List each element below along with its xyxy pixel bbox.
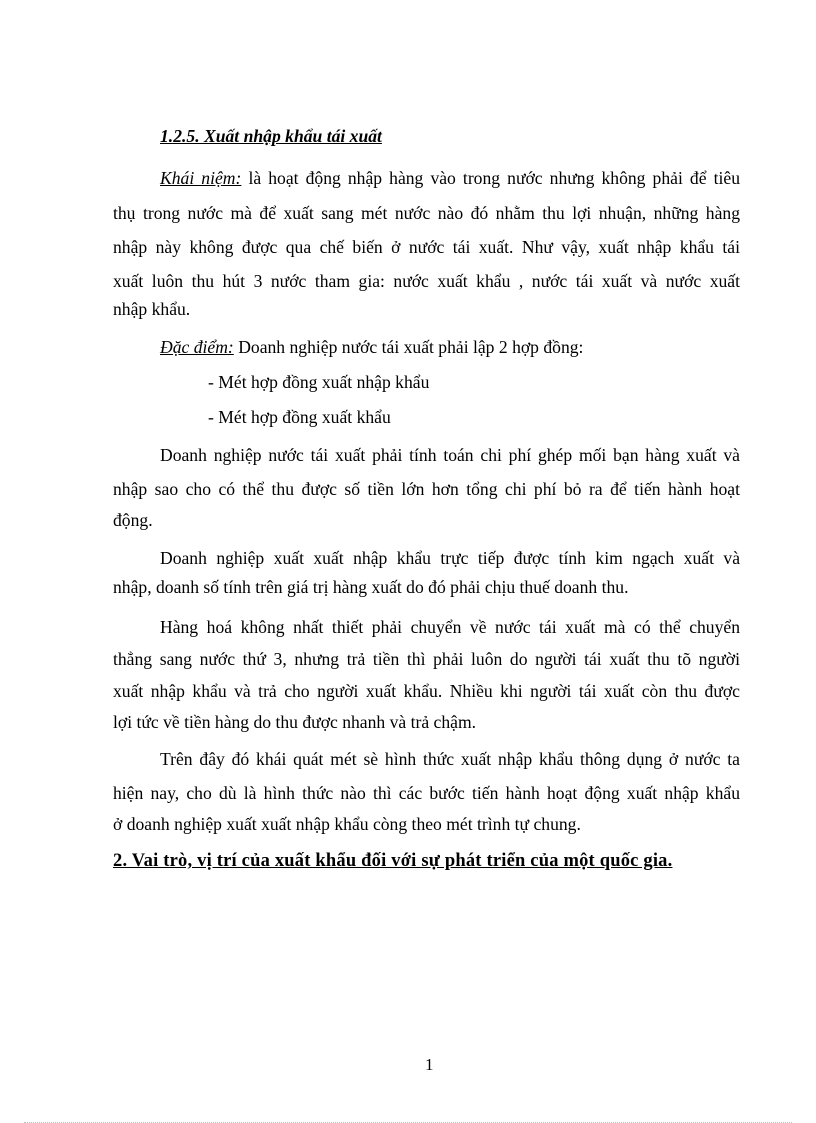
paragraph-line: hiện nay, cho dù là hình thức nào thì các bước tiến hành hoạt động xuất nhập khẩu (113, 783, 740, 803)
paragraph-line: Doanh nghiệp xuất xuất nhập khẩu trực tiếp được tính kim ngạch xuất và (160, 548, 740, 568)
paragraph-line: động. (113, 510, 153, 530)
concept-label: Khái niệm: (160, 168, 242, 188)
bullet-item: - Mét hợp đồng xuất khẩu (208, 407, 391, 427)
concept-line: xuất luôn thu hút 3 nước tham gia: nước xuất khẩu , nước tái xuất và nước xuất (113, 271, 740, 291)
paragraph-line: ở doanh nghiệp xuất xuất nhập khẩu còng theo mét trình tự chung. (113, 814, 581, 834)
paragraph-line: xuất nhập khẩu và trả cho người xuất khẩu. Nhiều khi người tái xuất còn thu được (113, 681, 740, 701)
concept-line: nhập khẩu. (113, 299, 191, 319)
paragraph-line: nhập sao cho có thể thu được số tiền lớn hơn tổng chi phí bỏ ra để tiến hành hoạt (113, 479, 740, 499)
bullet-item: - Mét hợp đồng xuất nhập khẩu (208, 372, 430, 392)
paragraph-line: nhập, doanh số tính trên giá trị hàng xuất do đó phải chịu thuế doanh thu. (113, 577, 629, 597)
paragraph-line: lợi tức về tiền hàng do thu được nhanh và trả chậm. (113, 712, 477, 732)
page-number: 1 (425, 1055, 434, 1074)
features-line: Đặc điểm: Doanh nghiệp nước tái xuất phải lập 2 hợp đồng: (160, 337, 584, 357)
concept-line: Khái niệm: là hoạt động nhập hàng vào trong nước nhưng không phải để tiêu (160, 168, 740, 188)
paragraph-line: Doanh nghiệp nước tái xuất phải tính toán chi phí ghép mối bạn hàng xuất và (160, 445, 740, 465)
features-label: Đặc điểm: (160, 337, 234, 357)
paragraph-line: thẳng sang nước thứ 3, nhưng trả tiền thì phải luôn do người tái xuất thu tõ người (113, 649, 740, 669)
main-heading: 2. Vai trò, vị trí của xuất khẩu đối với sự phát triển của một quốc gia. (113, 851, 673, 871)
paragraph-line: Trên đây đó khái quát mét sè hình thức xuất nhập khẩu thông dụng ở nước ta (160, 749, 740, 769)
paragraph-line: Hàng hoá không nhất thiết phải chuyển về nước tái xuất mà có thể chuyển (160, 617, 740, 637)
concept-line: nhập này không được qua chế biến ở nước tái xuất. Như vậy, xuất nhập khẩu tái (113, 237, 740, 257)
section-heading: 1.2.5. Xuất nhập khẩu tái xuất (160, 126, 382, 146)
concept-line: thụ trong nước mà để xuất sang mét nước nào đó nhằm thu lợi nhuận, những hàng (113, 203, 740, 223)
